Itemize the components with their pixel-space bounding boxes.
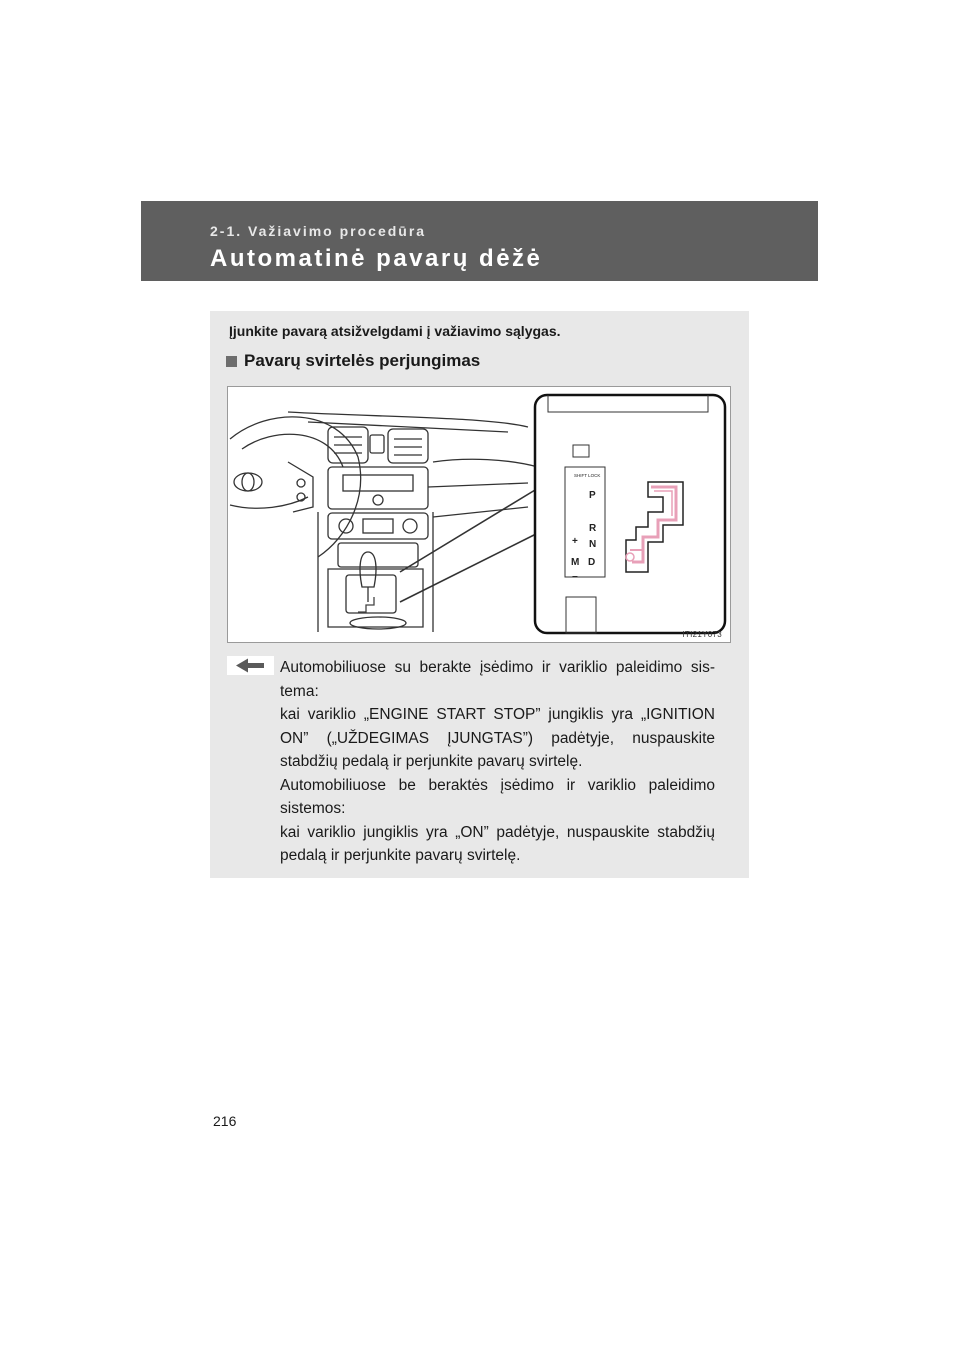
- gear-p-label: P: [589, 490, 596, 501]
- page-number: 216: [213, 1113, 237, 1129]
- note-line-3: Automobiliuose be beraktės įsėdimo ir variklio paleidimo sistemos:: [280, 776, 715, 817]
- climate-panel: [328, 513, 428, 539]
- intro-text: Įjunkite pavarą atsižvelgdami į važiavimo sąlygas.: [229, 323, 561, 339]
- gear-minus-label: −: [572, 572, 578, 583]
- note-text: [280, 656, 715, 868]
- arrow-tag: [227, 656, 274, 675]
- gear-plus-label: +: [572, 536, 578, 547]
- shift-lever-illustration: [227, 386, 731, 643]
- gear-r-label: R: [589, 523, 597, 534]
- note-line-2: kai variklio „ENGINE START STOP” jungiklis yra „IGNITION ON” („UŽDEGIMAS ĮJUNGTAS”) padėtyje, nuspauskite stabdžių pedalą ir perjunkite pavarų svirtelę.: [280, 706, 715, 770]
- zoom-frame: [535, 395, 725, 633]
- subheading-label: Pavarų svirtelės perjungimas: [244, 351, 481, 370]
- audio-knob: [373, 495, 383, 505]
- figure-code: ITI21Y073: [682, 630, 722, 639]
- gear-m-label: M: [571, 557, 580, 568]
- header-band: [141, 201, 818, 281]
- square-bullet-icon: [226, 356, 237, 367]
- hazard-button: [370, 435, 384, 453]
- subheading: [226, 351, 480, 371]
- note-line-1: Automobiliuose su berakte įsėdimo ir variklio paleidimo sis-tema:: [280, 659, 715, 700]
- toyota-emblem-icon: [234, 473, 262, 491]
- content-panel: [210, 311, 749, 878]
- steering-wheel-rim: [230, 417, 361, 557]
- dashboard-drawing: [228, 387, 730, 642]
- page-title: Automatinė pavarų dėžė: [210, 245, 543, 272]
- gear-n-label: N: [589, 539, 597, 550]
- gear-d-label: D: [588, 557, 596, 568]
- right-vent: [388, 429, 428, 463]
- shift-lock-label: SHIFT LOCK: [574, 473, 601, 478]
- note-line-4: kai variklio jungiklis yra „ON” padėtyje, nuspauskite stabdžių pedalą ir perjunkite pavarų svirtelę.: [280, 823, 715, 864]
- left-arrow-icon: [227, 656, 274, 675]
- section-label: 2-1. Važiavimo procedūra: [210, 223, 427, 239]
